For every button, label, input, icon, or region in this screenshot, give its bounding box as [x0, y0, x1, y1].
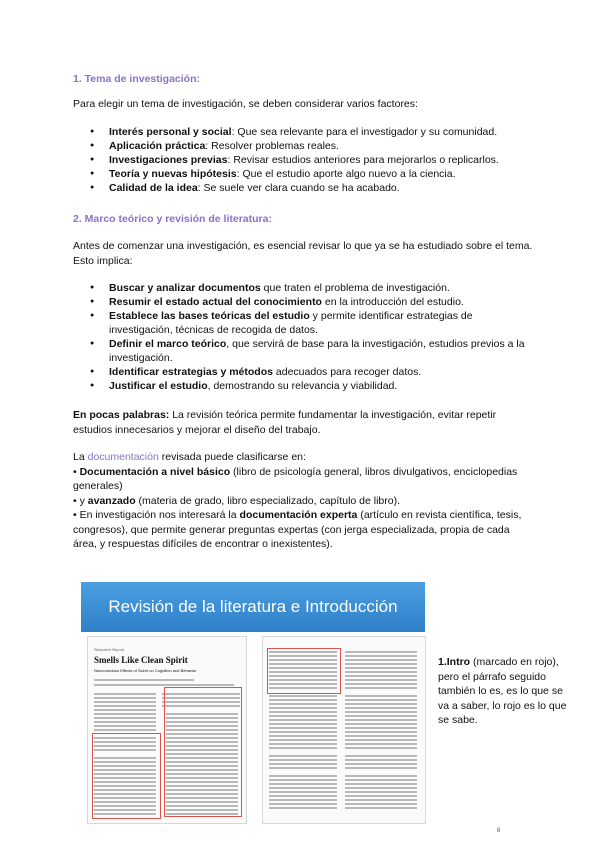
list-item: ● Establece las bases teóricas del estudio y permite identificar estrategias de investigación, técnicas de recogida de datos.: [73, 309, 533, 337]
list-item: ● Teoría y nuevas hipótesis: Que el estudio aporte algo nuevo a la ciencia.: [73, 167, 533, 181]
list-item: ● Resumir el estado actual del conocimiento en la introducción del estudio.: [73, 295, 533, 309]
section2-heading: 2. Marco teórico y revisión de literatura:: [73, 213, 272, 225]
list-item: ● Definir el marco teórico, que servirá de base para la investigación, estudios previos a la investigación.: [73, 337, 533, 365]
list-item: ● Calidad de la idea: Se suele ver clara cuando se ha acabado.: [73, 181, 533, 195]
slide-banner: Revisión de la literatura e Introducción: [81, 582, 425, 632]
list-item: ● Justificar el estudio, demostrando su relevancia y viabilidad.: [73, 379, 533, 393]
intro-highlight-box: [92, 733, 161, 819]
article-subtitle: Nonconscious Effects of Scent on Cognition and Behavior: [94, 668, 197, 673]
summary-paragraph: En pocas palabras: La revisión teórica permite fundamentar la investigación, evitar repetir estudios innecesarios y mejorar el diseño del trabajo.: [73, 409, 497, 436]
article-thumbnail-right: [262, 636, 426, 824]
list-item: ● Interés personal y social: Que sea relevante para el investigador y su comunidad.: [73, 125, 533, 139]
section1-heading: 1. Tema de investigación:: [73, 73, 201, 85]
list-item: ● Identificar estrategias y métodos adecuados para recoger datos.: [73, 365, 533, 379]
list-item: ● Investigaciones previas: Revisar estudios anteriores para mejorarlos o replicarlos.: [73, 153, 533, 167]
documentation-paragraph: La documentación revisada puede clasificarse en: • Documentación a nivel básico (libro de psicología general, libros divulgativos, enciclopedias generales) • y avanzado (materia de grado, libro especializado, capítulo de libro). • En investigación nos interesará la documentación experta (artículo en revista científica, tesis, congresos), que permite generar preguntas expertas (con jerga especializada, propia de cada área, y respuestas difíciles de encontrar o inexistentes).: [73, 451, 522, 550]
section1-list: [73, 125, 533, 195]
section2-intro: Antes de comenzar una investigación, es esencial revisar lo que ya se ha estudiado sobre el tema. Esto implica:: [73, 240, 533, 267]
intro-highlight-box: [267, 648, 341, 694]
list-item: ● Buscar y analizar documentos que traten el problema de investigación.: [73, 281, 533, 295]
section1-intro: Para elegir un tema de investigación, se deben considerar varios factores:: [73, 98, 418, 110]
article-kicker: Research Report: [94, 647, 125, 652]
intro-highlight-box: [164, 687, 242, 817]
figure-caption: 1.Intro (marcado en rojo), pero el párrafo seguido también lo es, es lo que se va a saber, lo rojo es lo que se sabe.: [438, 656, 567, 726]
article-title: Smells Like Clean Spirit: [94, 655, 188, 665]
section2-list: [73, 281, 533, 393]
article-thumbnail-left: [87, 636, 247, 824]
page-number: 6: [497, 828, 501, 834]
documentation-word: documentación: [87, 451, 159, 463]
list-item: ● Aplicación práctica: Resolver problemas reales.: [73, 139, 533, 153]
